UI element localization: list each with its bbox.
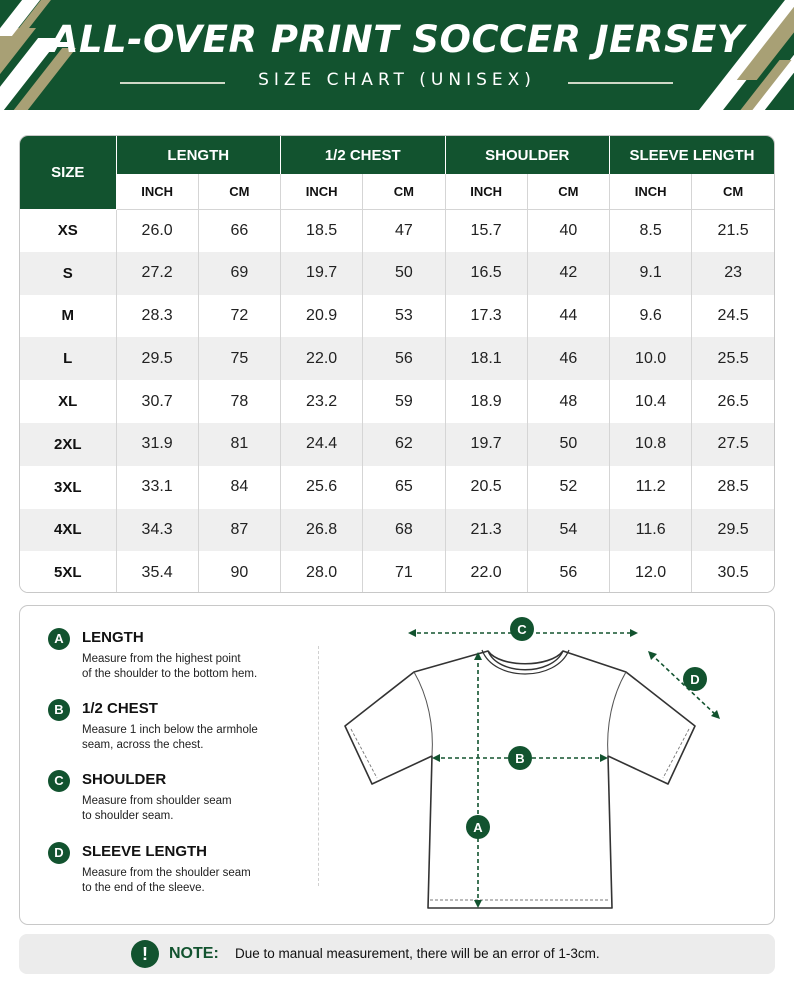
table-cell: 33.1 xyxy=(116,466,198,509)
note-text: Due to manual measurement, there will be an error of 1-3cm. xyxy=(235,946,600,961)
table-cell: 18.5 xyxy=(281,209,363,252)
table-cell: 29.5 xyxy=(692,509,774,552)
table-row xyxy=(20,466,774,509)
table-row xyxy=(20,509,774,552)
diagram-label-c: C xyxy=(517,622,527,637)
table-cell: 59 xyxy=(363,380,445,423)
table-cell: 11.6 xyxy=(610,509,692,552)
note-label: NOTE: xyxy=(169,945,219,962)
table-cell: 75 xyxy=(198,337,280,380)
unit-header-cm: CM xyxy=(692,174,774,209)
size-label: L xyxy=(20,337,116,380)
size-column-header: SIZE xyxy=(20,136,116,209)
badge-c: C xyxy=(48,770,70,792)
table-cell: 65 xyxy=(363,466,445,509)
exclamation-icon: ! xyxy=(131,940,159,968)
group-header-length: LENGTH xyxy=(116,136,281,174)
size-rows xyxy=(20,209,774,593)
guide-title-chest: 1/2 CHEST xyxy=(82,700,158,717)
guide-desc-line: of the shoulder to the bottom hem. xyxy=(82,668,258,680)
guide-desc-line: to the end of the sleeve. xyxy=(82,882,205,894)
table-cell: 17.3 xyxy=(445,295,527,338)
table-cell: 16.5 xyxy=(445,252,527,295)
group-header-shoulder: SHOULDER xyxy=(445,136,610,174)
table-cell: 52 xyxy=(527,466,609,509)
table-cell: 72 xyxy=(198,295,280,338)
table-cell: 18.9 xyxy=(445,380,527,423)
table-cell: 47 xyxy=(363,209,445,252)
table-cell: 34.3 xyxy=(116,509,198,552)
table-cell: 71 xyxy=(363,551,445,593)
table-cell: 90 xyxy=(198,551,280,593)
table-cell: 28.3 xyxy=(116,295,198,338)
group-header-chest: 1/2 CHEST xyxy=(281,136,446,174)
diagram-label-a: A xyxy=(473,820,483,835)
table-cell: 50 xyxy=(527,423,609,466)
table-cell: 66 xyxy=(198,209,280,252)
table-row xyxy=(20,551,774,593)
table-cell: 25.6 xyxy=(281,466,363,509)
table-cell: 26.5 xyxy=(692,380,774,423)
page-title: ALL-OVER PRINT SOCCER JERSEY xyxy=(49,18,745,61)
note-bar xyxy=(19,934,775,974)
size-label: 5XL xyxy=(20,551,116,593)
table-cell: 56 xyxy=(363,337,445,380)
unit-header-cm: CM xyxy=(527,174,609,209)
size-label: M xyxy=(20,295,116,338)
unit-header-inch: INCH xyxy=(281,174,363,209)
table-row xyxy=(20,380,774,423)
diagram-badge-c xyxy=(510,617,534,641)
unit-header-inch: INCH xyxy=(116,174,198,209)
table-cell: 20.5 xyxy=(445,466,527,509)
diagram-badge-d xyxy=(683,667,707,691)
badge-b: B xyxy=(48,699,70,721)
table-cell: 56 xyxy=(527,551,609,593)
badge-d: D xyxy=(48,842,70,864)
table-cell: 29.5 xyxy=(116,337,198,380)
table-cell: 24.4 xyxy=(281,423,363,466)
guide-desc-line: seam, across the chest. xyxy=(82,739,204,751)
table-cell: 42 xyxy=(527,252,609,295)
guide-title-shoulder: SHOULDER xyxy=(82,771,167,788)
unit-header-inch: INCH xyxy=(610,174,692,209)
guide-title-sleeve: SLEEVE LENGTH xyxy=(82,843,208,860)
table-cell: 23 xyxy=(692,252,774,295)
unit-header-cm: CM xyxy=(363,174,445,209)
table-cell: 9.6 xyxy=(610,295,692,338)
table-cell: 54 xyxy=(527,509,609,552)
unit-header-cm: CM xyxy=(198,174,280,209)
table-cell: 19.7 xyxy=(281,252,363,295)
table-cell: 31.9 xyxy=(116,423,198,466)
table-cell: 26.0 xyxy=(116,209,198,252)
diagram-label-b: B xyxy=(515,751,525,766)
table-cell: 28.5 xyxy=(692,466,774,509)
size-label: 3XL xyxy=(20,466,116,509)
table-cell: 8.5 xyxy=(610,209,692,252)
table-row xyxy=(20,209,774,252)
table-cell: 50 xyxy=(363,252,445,295)
table-cell: 40 xyxy=(527,209,609,252)
table-cell: 81 xyxy=(198,423,280,466)
badge-a: A xyxy=(48,628,70,650)
table-cell: 30.7 xyxy=(116,380,198,423)
table-cell: 27.2 xyxy=(116,252,198,295)
table-cell: 62 xyxy=(363,423,445,466)
size-label: 2XL xyxy=(20,423,116,466)
subtitle-row xyxy=(0,70,794,96)
table-cell: 27.5 xyxy=(692,423,774,466)
table-cell: 48 xyxy=(527,380,609,423)
table-cell: 22.0 xyxy=(281,337,363,380)
table-row xyxy=(20,295,774,338)
diagram-label-d: D xyxy=(690,672,700,687)
size-label: XL xyxy=(20,380,116,423)
guide-title-length: LENGTH xyxy=(82,629,144,646)
guide-desc-line: Measure from the shoulder seam xyxy=(82,867,251,879)
table-cell: 78 xyxy=(198,380,280,423)
guide-desc-line: Measure from shoulder seam xyxy=(82,795,232,807)
table-cell: 87 xyxy=(198,509,280,552)
size-label: 4XL xyxy=(20,509,116,552)
group-header-sleeve: SLEEVE LENGTH xyxy=(610,136,775,174)
table-cell: 10.0 xyxy=(610,337,692,380)
page-subtitle: SIZE CHART (UNISEX) xyxy=(258,70,536,90)
t-shirt-diagram xyxy=(20,606,776,926)
guide-desc-line: Measure from the highest point xyxy=(82,653,241,665)
table-cell: 23.2 xyxy=(281,380,363,423)
table-cell: 10.8 xyxy=(610,423,692,466)
table-cell: 35.4 xyxy=(116,551,198,593)
table-cell: 12.0 xyxy=(610,551,692,593)
measurement-guide xyxy=(19,605,775,925)
table-cell: 46 xyxy=(527,337,609,380)
table-cell: 9.1 xyxy=(610,252,692,295)
table-cell: 21.5 xyxy=(692,209,774,252)
table-cell: 53 xyxy=(363,295,445,338)
table-cell: 18.1 xyxy=(445,337,527,380)
unit-header-inch: INCH xyxy=(445,174,527,209)
diagram-badge-a xyxy=(466,815,490,839)
t-shirt-icon xyxy=(345,650,695,908)
size-label: S xyxy=(20,252,116,295)
table-cell: 30.5 xyxy=(692,551,774,593)
table-cell: 19.7 xyxy=(445,423,527,466)
guide-desc-line: to shoulder seam. xyxy=(82,810,174,822)
table-row xyxy=(20,423,774,466)
table-cell: 25.5 xyxy=(692,337,774,380)
table-row xyxy=(20,337,774,380)
table-cell: 22.0 xyxy=(445,551,527,593)
table-cell: 10.4 xyxy=(610,380,692,423)
table-cell: 20.9 xyxy=(281,295,363,338)
table-cell: 26.8 xyxy=(281,509,363,552)
guide-desc-line: Measure 1 inch below the armhole xyxy=(82,724,258,736)
size-label: XS xyxy=(20,209,116,252)
size-chart-table xyxy=(19,135,775,593)
table-cell: 44 xyxy=(527,295,609,338)
table-cell: 84 xyxy=(198,466,280,509)
table-cell: 15.7 xyxy=(445,209,527,252)
table-cell: 11.2 xyxy=(610,466,692,509)
header-banner xyxy=(0,0,794,110)
table-cell: 69 xyxy=(198,252,280,295)
table-cell: 28.0 xyxy=(281,551,363,593)
table-cell: 24.5 xyxy=(692,295,774,338)
table-cell: 68 xyxy=(363,509,445,552)
table-row xyxy=(20,252,774,295)
diagram-badge-b xyxy=(508,746,532,770)
table-cell: 21.3 xyxy=(445,509,527,552)
